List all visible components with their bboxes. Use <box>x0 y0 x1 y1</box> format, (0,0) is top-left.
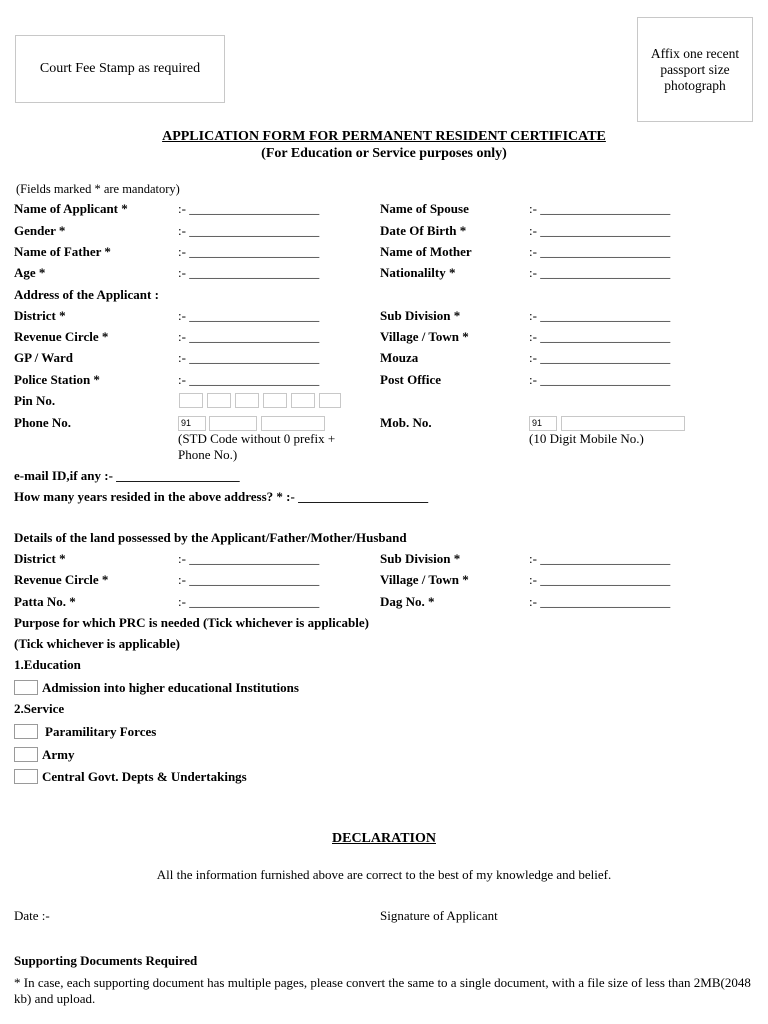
phone-country-code-box[interactable] <box>178 416 206 431</box>
dag-no-label: Dag No. * <box>380 594 435 609</box>
mobile-number-box[interactable] <box>561 416 685 431</box>
gp-ward-field[interactable]: :- ____________________ <box>178 350 320 365</box>
name-of-spouse-field[interactable]: :- ____________________ <box>529 201 671 216</box>
central-govt-checkbox[interactable] <box>14 769 38 784</box>
signature-label: Signature of Applicant <box>380 908 498 923</box>
land-sub-division-field[interactable]: :- ____________________ <box>529 551 671 566</box>
police-station-label: Police Station * <box>14 372 100 387</box>
email-field[interactable]: e-mail ID,if any :- ___________________ <box>14 468 240 483</box>
pin-label: Pin No. <box>14 393 56 408</box>
paramilitary-option-label: Paramilitary Forces <box>45 724 157 739</box>
service-heading: 2.Service <box>14 701 65 716</box>
declaration-text: All the information furnished above are correct to the best of my knowledge and belief. <box>156 867 612 882</box>
purpose-heading: Purpose for which PRC is needed (Tick whichever is applicable) <box>14 615 369 630</box>
land-village-town-label: Village / Town * <box>380 572 469 587</box>
village-town-label: Village / Town * <box>380 329 469 344</box>
mandatory-note: (Fields marked * are mandatory) <box>16 182 180 196</box>
land-heading: Details of the land possessed by the Applicant/Father/Mother/Husband <box>14 530 407 545</box>
sub-division-field[interactable]: :- ____________________ <box>529 308 671 323</box>
nationality-label: Nationalilty * <box>380 265 456 280</box>
sub-division-label: Sub Division * <box>380 308 461 323</box>
patta-no-field[interactable]: :- ____________________ <box>178 594 320 609</box>
pin-digit-box[interactable] <box>291 393 315 408</box>
central-govt-option-label: Central Govt. Depts & Undertakings <box>42 769 247 784</box>
pin-digit-box[interactable] <box>207 393 231 408</box>
phone-note: (STD Code without 0 prefix + Phone No.) <box>178 431 336 462</box>
court-fee-stamp-box <box>15 35 225 103</box>
photo-box <box>637 17 753 122</box>
date-of-birth-label: Date Of Birth * <box>380 223 467 238</box>
phone-label: Phone No. <box>14 415 72 430</box>
nationality-field[interactable]: :- ____________________ <box>529 265 671 280</box>
gp-ward-label: GP / Ward <box>14 350 73 365</box>
name-of-applicant-label: Name of Applicant * <box>14 201 128 216</box>
supporting-note: * In case, each supporting document has multiple pages, please convert the same to a single document, with a file size of less than 2MB(2048 kb) and upload. <box>14 975 751 1006</box>
date-label: Date :- <box>14 908 50 923</box>
pin-digit-box[interactable] <box>263 393 287 408</box>
paramilitary-checkbox[interactable] <box>14 724 38 739</box>
police-station-field[interactable]: :- ____________________ <box>178 372 320 387</box>
supporting-heading: Supporting Documents Required <box>14 953 198 968</box>
army-option-label: Army <box>42 747 75 762</box>
declaration-title: DECLARATION <box>332 831 436 846</box>
post-office-label: Post Office <box>380 372 442 387</box>
form-title: APPLICATION FORM FOR PERMANENT RESIDENT CERTIFICATE <box>162 129 606 144</box>
patta-no-label: Patta No. * <box>14 594 76 609</box>
name-of-mother-label: Name of Mother <box>380 244 472 259</box>
gender-field[interactable]: :- ____________________ <box>178 223 320 238</box>
photo-label: Affix one recent passport size photograph <box>650 45 740 93</box>
land-district-field[interactable]: :- ____________________ <box>178 551 320 566</box>
mobile-country-code-box[interactable] <box>529 416 557 431</box>
address-heading: Address of the Applicant : <box>14 287 159 302</box>
district-label: District * <box>14 308 66 323</box>
revenue-circle-label: Revenue Circle * <box>14 329 109 344</box>
pin-digit-box[interactable] <box>179 393 203 408</box>
land-village-town-field[interactable]: :- ____________________ <box>529 572 671 587</box>
phone-country-code: 91 <box>181 418 192 428</box>
date-of-birth-field[interactable]: :- ____________________ <box>529 223 671 238</box>
pin-digit-box[interactable] <box>235 393 259 408</box>
pin-digit-box[interactable] <box>319 393 341 408</box>
revenue-circle-field[interactable]: :- ____________________ <box>178 329 320 344</box>
form-subtitle: (For Education or Service purposes only) <box>261 146 507 161</box>
name-of-mother-field[interactable]: :- ____________________ <box>529 244 671 259</box>
mouza-label: Mouza <box>380 350 419 365</box>
name-of-father-field[interactable]: :- ____________________ <box>178 244 320 259</box>
land-sub-division-label: Sub Division * <box>380 551 461 566</box>
mobile-label: Mob. No. <box>380 415 432 430</box>
name-of-spouse-label: Name of Spouse <box>380 201 469 216</box>
gender-label: Gender * <box>14 223 66 238</box>
phone-number-box[interactable] <box>261 416 325 431</box>
post-office-field[interactable]: :- ____________________ <box>529 372 671 387</box>
land-revenue-circle-label: Revenue Circle * <box>14 572 109 587</box>
education-heading: 1.Education <box>14 657 81 672</box>
mobile-country-code: 91 <box>532 418 543 428</box>
education-checkbox[interactable] <box>14 680 38 695</box>
age-label: Age * <box>14 265 46 280</box>
court-fee-stamp-label: Court Fee Stamp as required <box>39 61 201 76</box>
land-district-label: District * <box>14 551 66 566</box>
land-revenue-circle-field[interactable]: :- ____________________ <box>178 572 320 587</box>
mobile-note: (10 Digit Mobile No.) <box>529 431 644 446</box>
district-field[interactable]: :- ____________________ <box>178 308 320 323</box>
age-field[interactable]: :- ____________________ <box>178 265 320 280</box>
name-of-applicant-field[interactable]: :- ____________________ <box>178 201 320 216</box>
name-of-father-label: Name of Father * <box>14 244 111 259</box>
education-option-label: Admission into higher educational Institutions <box>42 680 299 695</box>
village-town-field[interactable]: :- ____________________ <box>529 329 671 344</box>
std-code-box[interactable] <box>209 416 257 431</box>
mouza-field[interactable]: :- ____________________ <box>529 350 671 365</box>
tick-note: (Tick whichever is applicable) <box>14 636 180 651</box>
years-resided-field[interactable]: How many years resided in the above address? * :- ____________________ <box>14 489 429 504</box>
dag-no-field[interactable]: :- ____________________ <box>529 594 671 609</box>
army-checkbox[interactable] <box>14 747 38 762</box>
